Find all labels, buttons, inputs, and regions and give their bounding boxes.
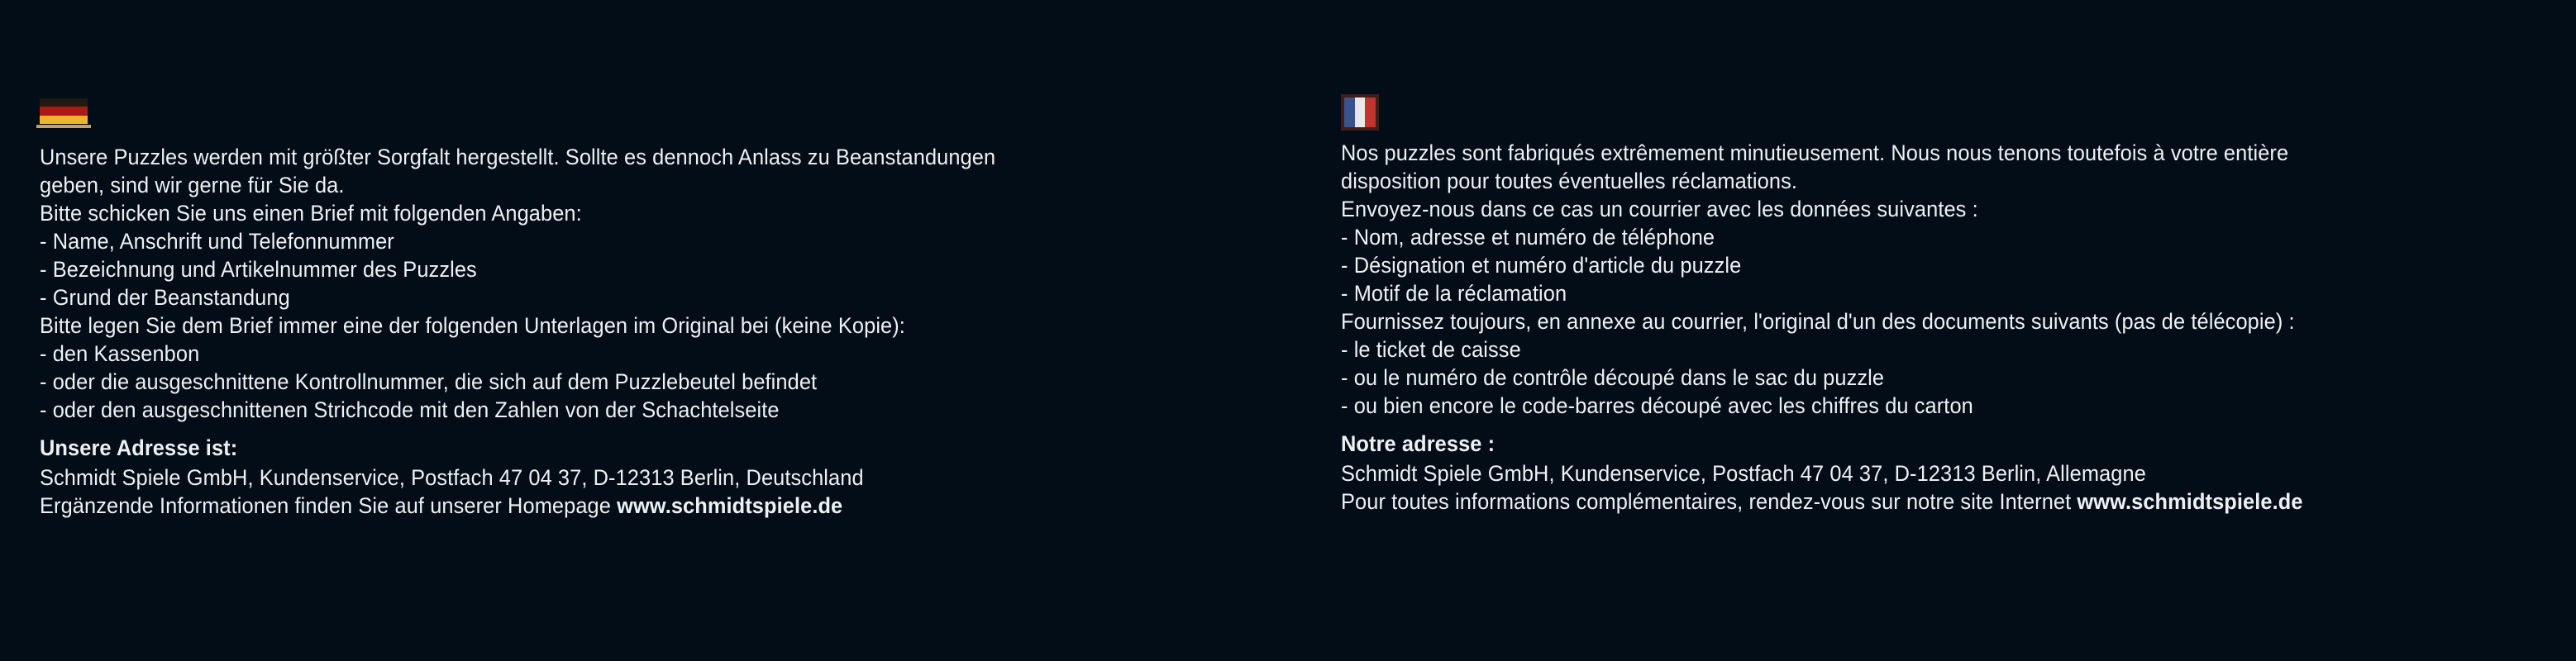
text-line: Envoyez-nous dans ce cas un courrier avec les données suivantes : xyxy=(1341,197,1978,221)
text-line: Bitte schicken Sie uns einen Brief mit folgenden Angaben: xyxy=(40,201,582,226)
list-item: - Grund der Beanstandung xyxy=(40,285,290,310)
address-line: Schmidt Spiele GmbH, Kundenservice, Postfach 47 04 37, D-12313 Berlin, Deutschland xyxy=(40,465,864,490)
french-section xyxy=(1341,93,2564,516)
flag-underline xyxy=(36,125,91,128)
list-item: - Name, Anschrift und Telefonnummer xyxy=(40,229,394,254)
homepage-line xyxy=(1341,487,2491,516)
homepage-text: Ergänzende Informationen finden Sie auf unserer Homepage xyxy=(40,493,618,518)
french-flag-row xyxy=(1341,94,2564,139)
homepage-line xyxy=(40,492,1205,520)
list-item: - Nom, adresse et numéro de téléphone xyxy=(1341,225,1715,250)
address-heading: Notre adresse : xyxy=(1341,431,1496,456)
list-item: - le ticket de caisse xyxy=(1341,337,1521,362)
list-item: - Désignation et numéro d'article du puzzle xyxy=(1341,253,1742,278)
list-item: - ou le numéro de contrôle découpé dans le sac du puzzle xyxy=(1341,365,1885,390)
germany-flag-icon xyxy=(40,98,88,124)
text-line: Nos puzzles sont fabriqués extrêmement minutieusement. Nous nous tenons toutefois à votre entière xyxy=(1341,140,2289,165)
german-flag-row xyxy=(40,98,1280,143)
homepage-url: www.schmidtspiele.de xyxy=(617,493,843,518)
german-section xyxy=(40,93,1280,520)
homepage-url: www.schmidtspiele.de xyxy=(2077,489,2303,514)
address-heading: Unsere Adresse ist: xyxy=(40,435,238,460)
list-item: - oder den ausgeschnittenen Strichcode mit den Zahlen von der Schachtelseite xyxy=(40,397,780,422)
text-line: Bitte legen Sie dem Brief immer eine der folgenden Unterlagen im Original bei (keine Kopie): xyxy=(40,313,905,338)
france-flag-icon xyxy=(1341,94,1379,131)
list-item: - Motif de la réclamation xyxy=(1341,281,1567,306)
list-item: - den Kassenbon xyxy=(40,341,200,366)
list-item: - oder die ausgeschnittene Kontrollnummer, die sich auf dem Puzzlebeutel befindet xyxy=(40,369,818,394)
text-line: disposition pour toutes éventuelles réclamations. xyxy=(1341,169,1798,193)
homepage-text: Pour toutes informations complémentaires, rendez-vous sur notre site Internet xyxy=(1341,489,2077,514)
address-line: Schmidt Spiele GmbH, Kundenservice, Postfach 47 04 37, D-12313 Berlin, Allemagne xyxy=(1341,461,2146,486)
text-line: Fournissez toujours, en annexe au courrier, l'original d'un des documents suivants (pas de télécopie) : xyxy=(1341,309,2295,334)
text-line: geben, sind wir gerne für Sie da. xyxy=(40,173,345,197)
list-item: - Bezeichnung und Artikelnummer des Puzzles xyxy=(40,257,477,282)
list-item: - ou bien encore le code-barres découpé avec les chiffres du carton xyxy=(1341,393,1973,418)
text-line: Unsere Puzzles werden mit größter Sorgfalt hergestellt. Sollte es dennoch Anlass zu Beanstandungen xyxy=(40,145,996,169)
